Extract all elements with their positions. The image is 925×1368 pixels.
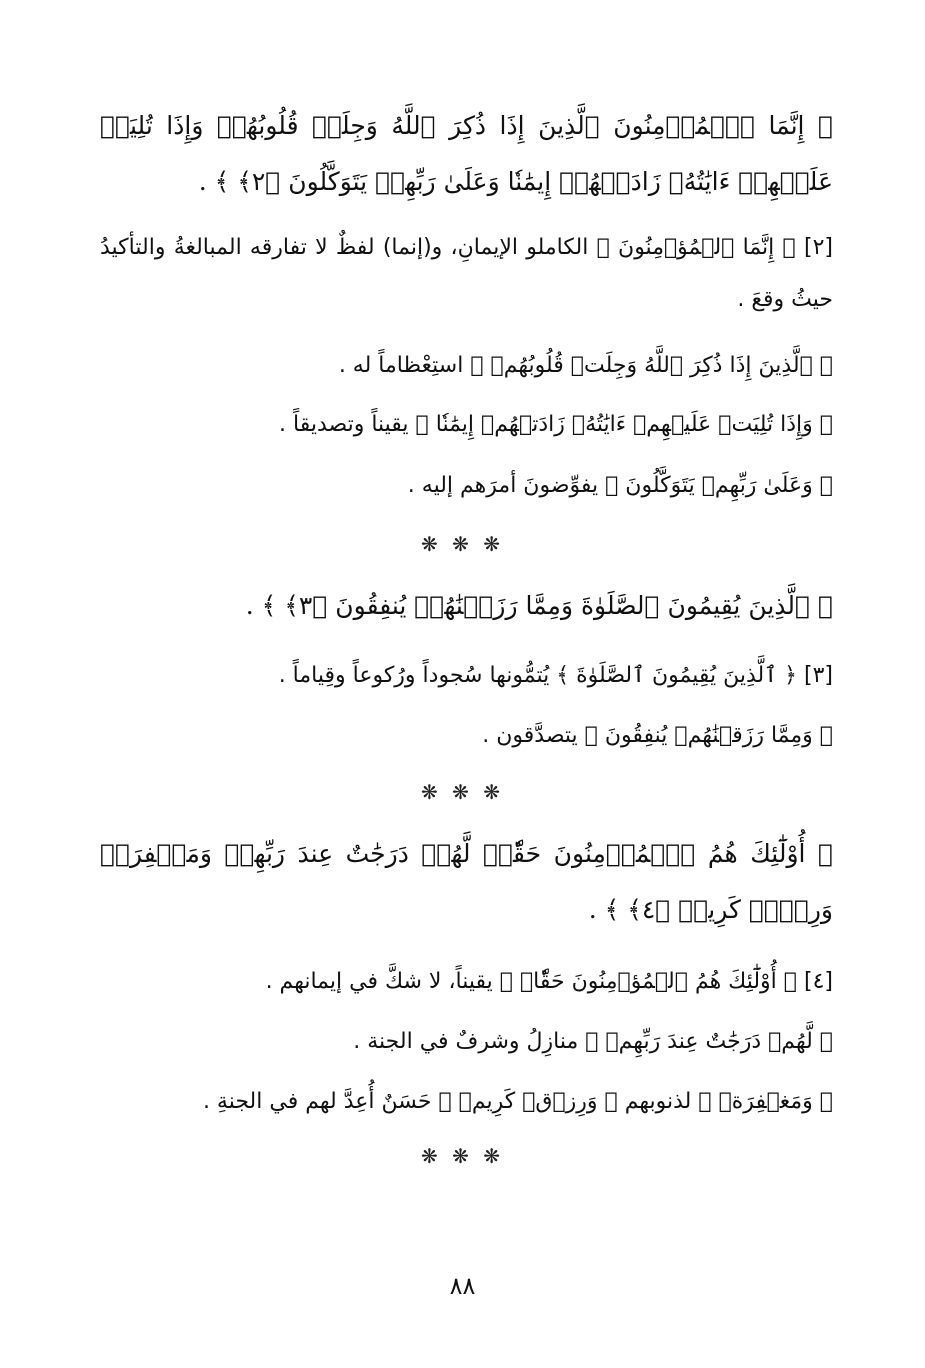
commentary-line: ﴿ وَإِذَا تُلِيَتۡ عَلَيۡهِمۡ ءَايَٰتُهُۥ زَادَتۡهُمۡ إِيمَٰنٗا ﴾ يقيناً وتصديقاً .	[279, 412, 833, 437]
quran-verse: ﴿ ٱلَّذِينَ يُقِيمُونَ ٱلصَّلَوٰةَ وَمِمَّا رَزَقۡنَٰهُمۡ يُنفِقُونَ ﴿٣﴾ ﴾ .	[245, 591, 833, 620]
quran-verse: ﴿ إِنَّمَا ٱلۡمُؤۡمِنُونَ ٱلَّذِينَ إِذَا ذُكِرَ ٱللَّهُ وَجِلَتۡ قُلُوبُهُمۡ وَإِذَا تُلِيَتۡ عَلَيۡهِمۡ ءَايَٰتُهُۥ زَادَتۡهُمۡ إِيمَٰنٗا وَعَلَىٰ رَبِّهِمۡ يَتَوَكَّلُونَ ﴿٢﴾ ﴾ .	[100, 111, 833, 196]
commentary-line: ﴿ وَمَغۡفِرَةٞ ﴾ لذنوبهم ﴿ وَرِزۡقٞ كَرِيمٞ ﴾ حَسَنٌ أُعِدَّ لهم في الجنةِ .	[202, 1089, 833, 1114]
commentary-line: ﴿ وَعَلَىٰ رَبِّهِمۡ يَتَوَكَّلُونَ ﴾ يفوِّضونَ أمرَهم إليه .	[407, 473, 833, 498]
page-number: ٨٨	[449, 1272, 476, 1300]
commentary-line: ﴿ وَمِمَّا رَزَقۡنَٰهُمۡ يُنفِقُونَ ﴾ يتصدَّقون .	[482, 723, 833, 748]
section-separator: ❋ ❋ ❋	[421, 1144, 504, 1168]
quran-verse: ﴿ أُوْلَٰٓئِكَ هُمُ ٱلۡمُؤۡمِنُونَ حَقّٗاۚ لَّهُمۡ دَرَجَٰتٌ عِندَ رَبِّهِمۡ وَمَغۡفِرَةٞ وَرِزۡقٞ كَرِيمٞ ﴿٤﴾ ﴾ .	[100, 839, 833, 924]
verse-explanation: [٣] ﴿ ٱلَّذِينَ يُقِيمُونَ ٱلصَّلَوٰةَ ﴾ يُتمُّونها سُجوداً ورُكوعاً وقِياماً .	[278, 663, 833, 688]
commentary-line: ﴿ لَّهُمۡ دَرَجَٰتٌ عِندَ رَبِّهِمۡ ﴾ منازِلُ وشرفٌ في الجنة .	[353, 1029, 833, 1054]
section-separator: ❋ ❋ ❋	[421, 532, 504, 556]
verse-explanation: [٢] ﴿ إِنَّمَا ٱلۡمُؤۡمِنُونَ ﴾ الكاملو الإيمانِ، و(إنما) لفظٌ لا تفارقه المبالغةُ والتأكيدُ حيثُ وقعَ .	[100, 235, 833, 312]
commentary-line: ﴿ ٱلَّذِينَ إِذَا ذُكِرَ ٱللَّهُ وَجِلَتۡ قُلُوبُهُمۡ ﴾ استِعْظاماً له .	[338, 353, 833, 378]
section-separator: ❋ ❋ ❋	[421, 780, 504, 804]
verse-explanation: [٤] ﴿ أُوْلَٰٓئِكَ هُمُ ٱلۡمُؤۡمِنُونَ حَقّٗاۚ ﴾ يقيناً، لا شكَّ في إيمانهم .	[265, 969, 833, 994]
